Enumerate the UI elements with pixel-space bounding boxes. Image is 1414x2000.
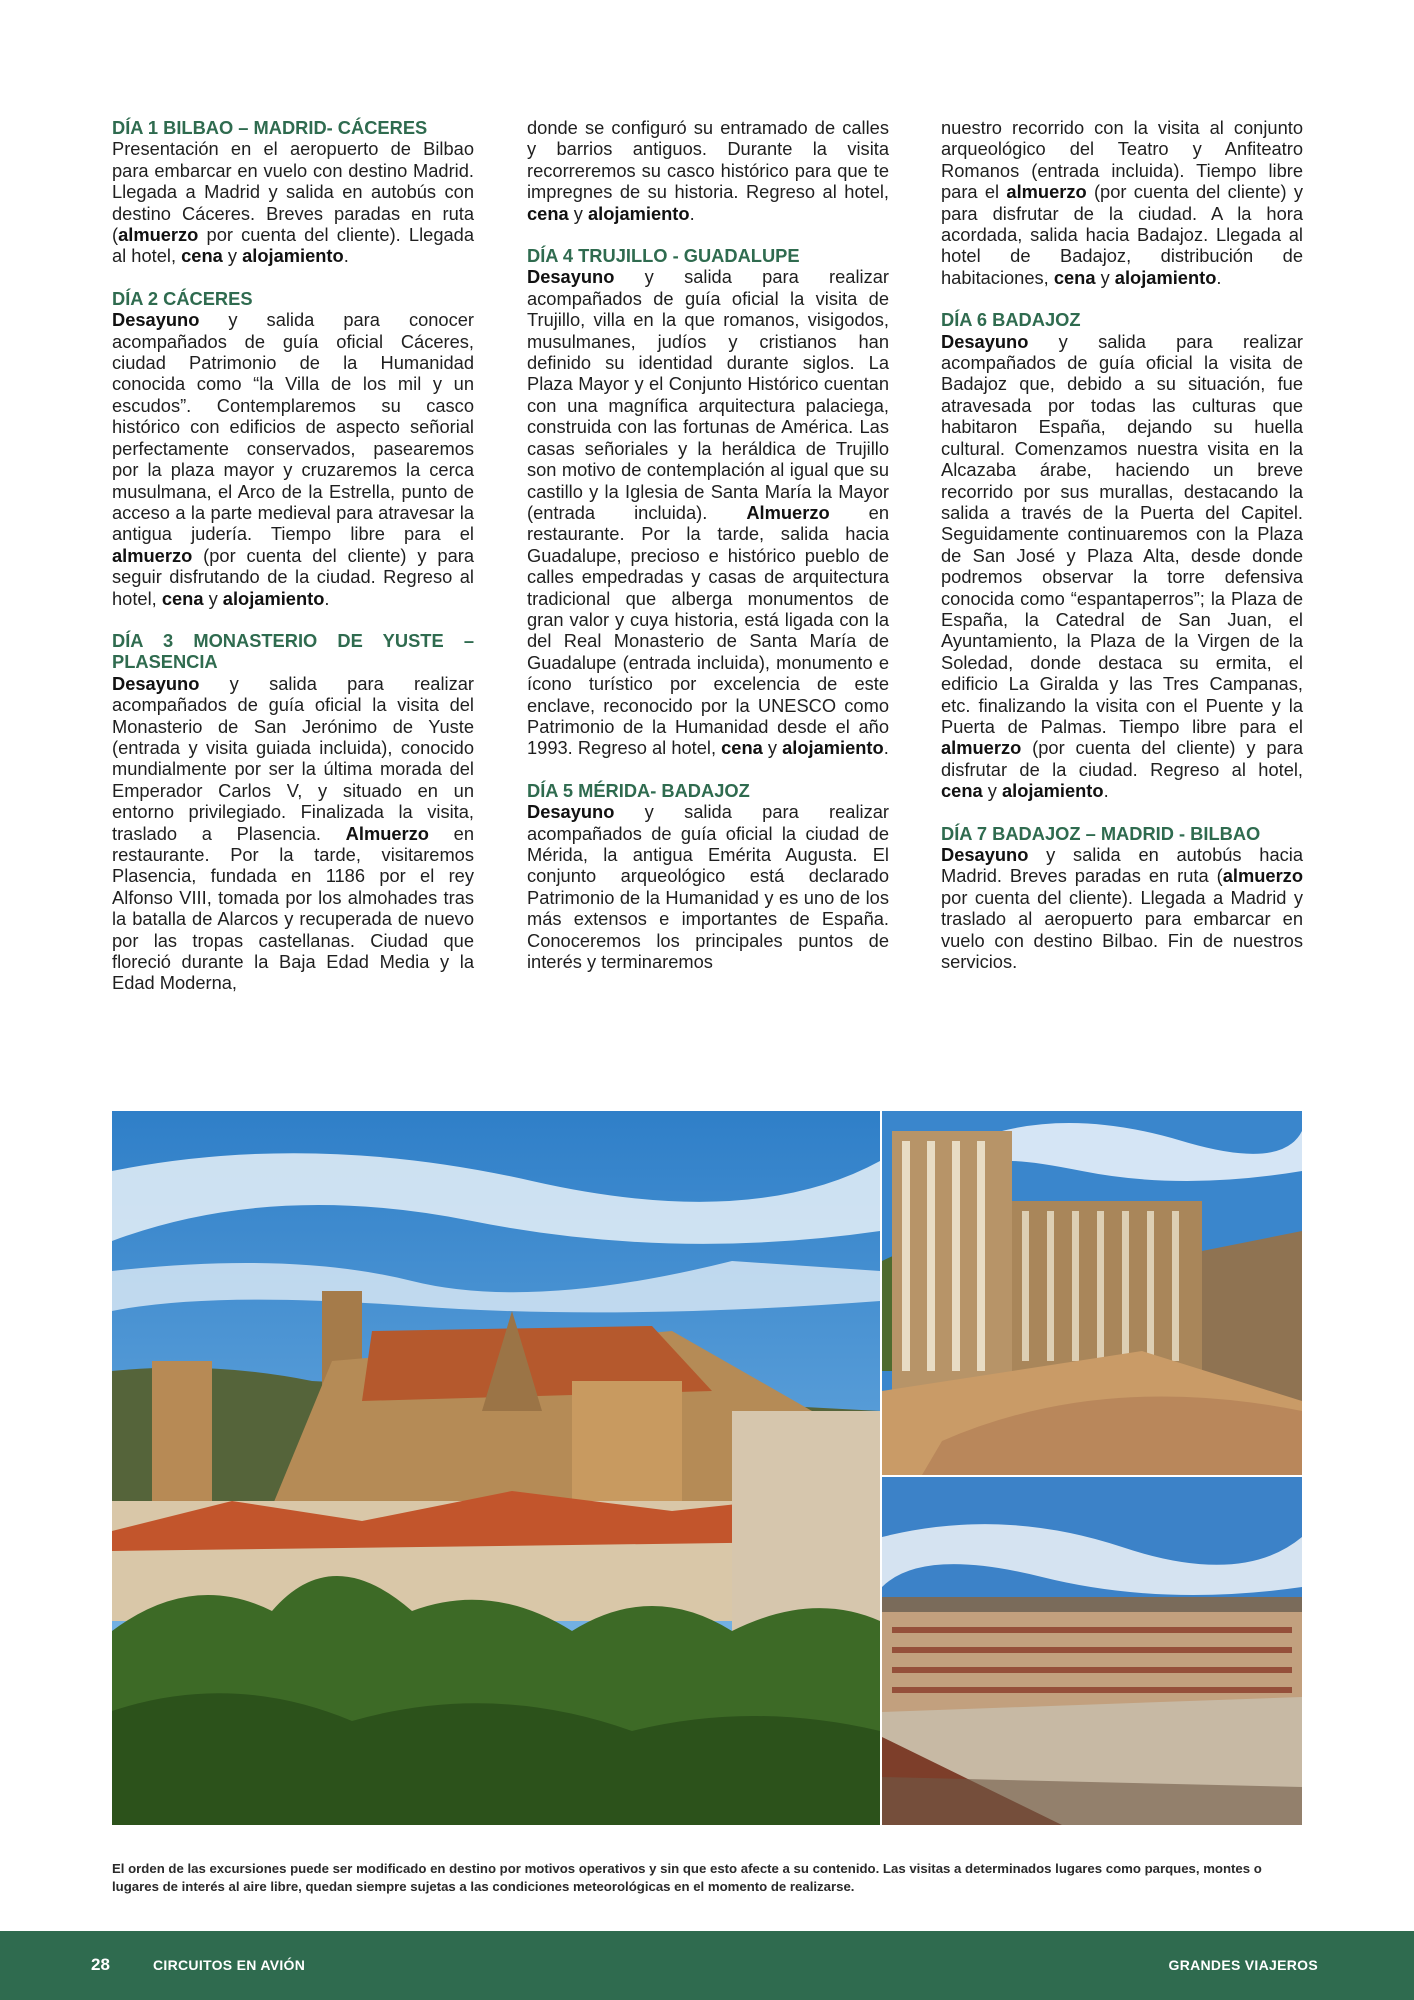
page-number: 28 <box>91 1955 110 1974</box>
photo-badajoz-plaza-alta <box>882 1477 1302 1825</box>
photo-plasencia <box>112 1111 880 1825</box>
photo-merida-theatre <box>882 1111 1302 1475</box>
day-block <box>112 288 474 609</box>
page-footer <box>0 1931 1414 2000</box>
day-title: DÍA 5 MÉRIDA- BADAJOZ <box>527 779 750 801</box>
day-title: DÍA 4 TRUJILLO - GUADALUPE <box>527 245 800 267</box>
day-description: Desayuno y salida para conocer acompañados de guía oficial Cáceres, ciudad Patrimonio de la Humanidad conocida como “la Villa de los mil y un escudos”. Contemplaremos su casco histórico con edificios de aspecto señorial perfectamente conservados, pasearemos por la plaza mayor y cruzaremos la cerca musulmana, el Arco de la Estrella, punto de acceso a la parte medieval para atravesar la antigua judería. Tiempo libre para el almuerzo (por cuenta del cliente) y para seguir disfrutando de la ciudad. Regreso al hotel, cena y alojamiento. <box>112 309 474 609</box>
photo-collage <box>112 1111 1302 1825</box>
day-block <box>527 780 889 973</box>
day-description: Desayuno y salida para realizar acompañados de guía oficial la ciudad de Mérida, la antigua Emérita Augusta. El conjunto arqueológico está declarado Patrimonio de la Humanidad y es uno de los más extensos e importantes de España. Conoceremos los principales puntos de interés y terminaremos <box>527 801 889 973</box>
day-block <box>941 309 1303 801</box>
day-title: DÍA 3 MONASTERIO DE YUSTE – PLASENCIA <box>112 629 474 673</box>
day-description: Presentación en el aeropuerto de Bilbao para embarcar en vuelo con destino Madrid. Llegada a Madrid y salida en autobús con destino Cáceres. Breves paradas en ruta (almuerzo por cuenta del cliente). Llegada al hotel, cena y alojamiento. <box>112 138 474 267</box>
brand-name: GRANDES VIAJEROS <box>1168 1957 1318 1973</box>
itinerary-column-1 <box>112 117 474 1015</box>
disclaimer-note: El orden de las excursiones puede ser modificado en destino por motivos operativos y sin que esto afecte a su contenido. Las visitas a determinados lugares como parques, montes o lugares de interés al aire libre, quedan siempre sujetas a las condiciones meteorológicas en el momento de realizarse. <box>112 1861 1262 1894</box>
day-description: Desayuno y salida para realizar acompañados de guía oficial la visita de Trujillo, villa en la que romanos, visigodos, musulmanes, judíos y cristianos han definido su identidad durante siglos. La Plaza Mayor y el Conjunto Histórico cuentan con una magnífica arquitectura palaciega, construida con las fortunas de América. Las casas señoriales y la heráldica de Trujillo son motivo de contemplación al igual que su castillo y la Iglesia de Santa María la Mayor (entrada incluida). Almuerzo en restaurante. Por la tarde, salida hacia Guadalupe, precioso e histórico pueblo de calles empedradas y casas de arquitectura tradicional que alberga monumentos de gran valor y cuya historia, está ligada con la del Real Monasterio de Santa María de Guadalupe (entrada incluida), monumento e ícono turístico por excelencia de este enclave, reconocido por la UNESCO como Patrimonio de la Humanidad desde el año 1993. Regreso al hotel, cena y alojamiento. <box>527 266 889 759</box>
day-description: Desayuno y salida para realizar acompañados de guía oficial la visita de Badajoz que, debido a su situación, fue atravesada por todas las culturas que habitaron España, dejando su huella cultural. Comenzamos nuestra visita en la Alcazaba árabe, haciendo un breve recorrido por sus murallas, destacando la salida a través de la Puerta del Capitel. Seguidamente continuaremos con la Plaza de San José y Plaza Alta, desde donde podremos observar la torre defensiva conocida como “espantaperros”; la Plaza de España, la Catedral de San Juan, el Ayuntamiento, la Plaza de la Virgen de la Soledad, donde destaca su ermita, el edificio La Giralda y las Tres Campanas, etc. finalizando la visita con el Puente y la Puerta de Palmas. Tiempo libre para el almuerzo (por cuenta del cliente) y para disfrutar de la ciudad. Regreso al hotel, cena y alojamiento. <box>941 330 1303 802</box>
day-block <box>941 823 1303 973</box>
day-description: donde se configuró su entramado de calles y barrios antiguos. Durante la visita recorreremos su casco histórico para que te impregnes de su historia. Regreso al hotel, cena y alojamiento. <box>527 117 889 224</box>
day-block <box>112 117 474 267</box>
day-title: DÍA 7 BADAJOZ – MADRID - BILBAO <box>941 822 1261 844</box>
itinerary-column-3 <box>941 117 1303 993</box>
day-title: DÍA 1 BILBAO – MADRID- CÁCERES <box>112 117 428 138</box>
day-description: Desayuno y salida para realizar acompañados de guía oficial la visita del Monasterio de San Jerónimo de Yuste (entrada y visita guiada incluida), conocido mundialmente por ser la última morada del Emperador Carlos V, y situado en un entorno privilegiado. Finalizada la visita, traslado a Plasencia. Almuerzo en restaurante. Por la tarde, visitaremos Plasencia, fundada en 1186 por el rey Alfonso VIII, tomada por los almohades tras la batalla de Alarcos y recuperada de nuevo por las tropas castellanas. Ciudad que floreció durante la Baja Edad Media y la Edad Moderna, <box>112 672 474 994</box>
section-title: CIRCUITOS EN AVIÓN <box>153 1957 306 1973</box>
itinerary-column-2 <box>527 117 889 993</box>
day-description: Desayuno y salida en autobús hacia Madrid. Breves paradas en ruta (almuerzo por cuenta del cliente). Llegada a Madrid y traslado al aeropuerto para embarcar en vuelo con destino Bilbao. Fin de nuestros servicios. <box>941 844 1303 973</box>
day-title: DÍA 6 BADAJOZ <box>941 309 1081 331</box>
day-block <box>527 245 889 759</box>
day-title: DÍA 2 CÁCERES <box>112 287 253 309</box>
day-block <box>527 117 889 224</box>
day-block <box>941 117 1303 288</box>
day-description: nuestro recorrido con la visita al conjunto arqueológico del Teatro y Anfiteatro Romanos (entrada incluida). Tiempo libre para el almuerzo (por cuenta del cliente) y para disfrutar de la ciudad. A la hora acordada, salida hacia Badajoz. Llegada al hotel de Badajoz, distribución de habitaciones, cena y alojamiento. <box>941 117 1303 288</box>
day-block <box>112 630 474 994</box>
